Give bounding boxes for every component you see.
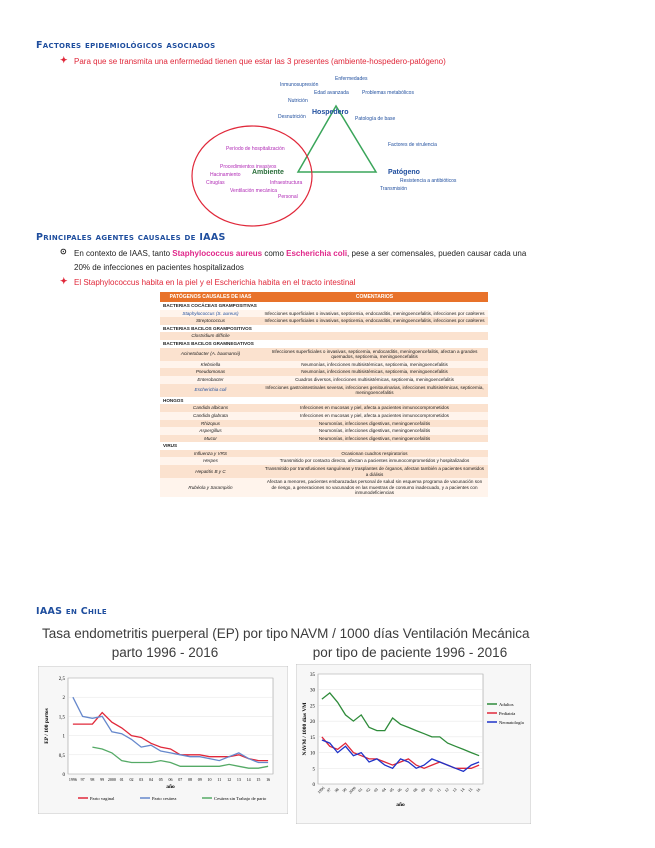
x-tick-label: 04 — [380, 786, 387, 794]
y-tick-label: 5 — [312, 767, 315, 773]
bullet-star-icon: ✦ — [60, 55, 68, 65]
amb-word: Cirugías — [206, 180, 225, 186]
x-tick-label: 03 — [372, 786, 380, 794]
y-tick-label: 15 — [310, 735, 315, 741]
pathogen-name: Escherichia coli — [160, 384, 261, 397]
x-tick-label: 10 — [207, 777, 212, 782]
y-tick-label: 35 — [310, 673, 315, 678]
x-tick-label: 14 — [246, 777, 251, 782]
table-row — [160, 384, 488, 397]
pathogen-comment: Transmitido por transfusiones sanguíneas y trasplantes de órganos, afectan también a pacientes sometidos a diálisis — [261, 465, 488, 478]
legend-label: Parto vaginal — [90, 796, 115, 801]
pat-word: Transmisión — [380, 186, 408, 192]
x-tick-label: 08 — [188, 777, 193, 782]
pathogens-table — [160, 292, 488, 497]
amb-word: Procedimientos invasivos — [220, 164, 277, 170]
pathogen-comment: Infecciones en mucosas y piel, afecta a pacientes inmunocomprometidos — [261, 404, 488, 412]
table-row — [160, 465, 488, 478]
pathogen-name: BACTERIAS BACILOS GRAMNEGATIVOS — [163, 340, 254, 346]
y-tick-label: 1 — [62, 734, 65, 740]
y-tick-label: 0 — [312, 783, 315, 788]
table-row — [160, 332, 488, 340]
table-header-pathogens: PATÓGENOS CAUSALES DE IAAS — [160, 292, 261, 302]
pathogen-name: BACTERIAS COCÁCEAS GRAMPOSITIVAS — [163, 303, 257, 308]
b1-pre: En contexto de IAAS, tanto — [74, 249, 173, 258]
y-axis-label: NAVM / 1000 días VM — [302, 702, 308, 756]
pathogen-comment: Transmitido por contacto directo, afectan a pacientes inmunocomprometidos y hospitalizados — [261, 457, 488, 465]
legend-label: Pediatría — [499, 711, 516, 716]
x-tick-label: 13 — [451, 786, 458, 794]
x-tick-label: 99 — [100, 777, 105, 782]
pathogen-comment: Neumonías, infecciones digestivas, meningoencefalitis — [261, 420, 488, 428]
x-axis-label: año — [166, 784, 175, 790]
bullet-agentes-1-line2: 20% de infecciones en pacientes hospitalizados — [74, 263, 244, 272]
x-tick-label: 09 — [419, 786, 427, 794]
pathogen-name: HONGOS — [163, 397, 184, 403]
pathogen-name: Aspergillus — [160, 427, 261, 435]
x-tick-label: 16 — [474, 786, 482, 794]
pathogen-comment — [261, 332, 488, 340]
host-word: Patología de base — [355, 116, 396, 122]
x-tick-label: 98 — [90, 777, 95, 782]
x-tick-label: 10 — [427, 786, 435, 794]
y-tick-label: 30 — [310, 688, 315, 694]
amb-word: Período de hospitalización — [226, 146, 285, 152]
table-row — [160, 340, 488, 348]
pathogen-comment: Infecciones superficiales o invasivas, septicemia, endocarditis, meningoencefalitis, afectan a grandes quemados, septicemia, meningoencefalitis — [261, 348, 488, 361]
x-tick-label: 04 — [148, 777, 153, 782]
table-row — [160, 348, 488, 361]
y-tick-label: 1,5 — [58, 715, 65, 721]
pathogen-name: Influenza y VRS — [160, 450, 261, 458]
y-tick-label: 0 — [62, 773, 65, 778]
section-title-agentes: Principales agentes causales de IAAS — [36, 232, 226, 243]
chart-navm — [296, 664, 531, 824]
table-row — [160, 361, 488, 369]
epidemiological-triad-diagram — [190, 74, 460, 234]
legend-label: Cesárea sin Trabajo de parto — [214, 796, 267, 801]
x-tick-label: 11 — [217, 777, 222, 782]
pathogen-comment: Neumonías, infecciones digestivas, meningoencefalitis — [261, 435, 488, 443]
y-tick-label: 20 — [310, 720, 315, 726]
pathogen-name: Acinetobacter (A. baumannii) — [160, 348, 261, 361]
pathogen-name: Mucor — [160, 435, 261, 443]
y-tick-label: 10 — [310, 751, 315, 757]
pathogen-comment — [261, 325, 488, 333]
pathogen-name: Hepatitis B y C — [160, 465, 261, 478]
pathogen-comment: Afectan a menores, pacientes embarazadas personal de salud sin esquema programa de vacunación son de riesgo, a generaciones no vacunados en las muestras de consumo inadecuado, y a pacientes con inmunodeficiencias — [261, 478, 488, 497]
table-row — [160, 478, 488, 497]
hospedero-label: Hospedero — [312, 109, 349, 116]
host-word: Enfermedades — [335, 76, 368, 82]
y-tick-label: 25 — [310, 704, 315, 710]
table-row — [160, 310, 488, 318]
pathogen-name: Candida albicans — [160, 404, 261, 412]
x-tick-label: 98 — [333, 786, 340, 794]
host-word: Desnutrición — [278, 114, 306, 120]
bullet-star-icon: ✦ — [60, 276, 68, 286]
table-row — [160, 397, 488, 405]
amb-word: Personal — [278, 194, 298, 200]
ambiente-label: Ambiente — [252, 169, 284, 176]
x-tick-label: 97 — [325, 786, 332, 794]
b1-staph: Staphylococcus aureus — [172, 249, 263, 258]
x-tick-label: 12 — [227, 777, 232, 782]
pathogen-name: Staphylococcus (S. aureus) — [160, 310, 261, 318]
pathogen-name: Pseudomonas — [160, 368, 261, 376]
section-title-factores: Factores epidemiológicos asociados — [36, 40, 216, 51]
legend-label: Adultos — [499, 702, 514, 707]
table-row — [160, 317, 488, 325]
table-row — [160, 450, 488, 458]
amb-word: Ventilación mecánica — [230, 188, 277, 194]
pathogen-comment: Infecciones en mucosas y piel, afecta a pacientes inmunocomprometidos — [261, 412, 488, 420]
plot-area — [318, 674, 483, 784]
table-row — [160, 427, 488, 435]
pathogen-comment — [261, 397, 488, 405]
b1-ecoli: Escherichia coli — [286, 249, 348, 258]
host-word: Edad avanzada — [314, 90, 349, 96]
x-tick-label: 01 — [119, 777, 124, 782]
x-tick-label: 07 — [178, 777, 183, 782]
x-tick-label: 06 — [168, 777, 173, 782]
x-tick-label: 05 — [388, 786, 395, 794]
y-tick-label: 2 — [62, 696, 65, 702]
x-tick-label: 99 — [341, 786, 348, 794]
x-tick-label: 15 — [256, 777, 261, 782]
table-row — [160, 302, 488, 310]
pathogen-comment: Neumonías, infecciones digestivas, meningoencefalitis — [261, 427, 488, 435]
pathogen-comment: Infecciones superficiales o invasivas, septicemia, endocarditis, meningoencefalitis, infecciones por catéteres — [261, 317, 488, 325]
host-word: Nutrición — [288, 98, 308, 104]
pathogen-comment: Neumonías, infecciones multisistémicas, septicemia, meningoencefalitis — [261, 361, 488, 369]
x-tick-label: 07 — [404, 786, 411, 794]
table-header-comments: COMENTARIOS — [261, 292, 488, 302]
table-row — [160, 420, 488, 428]
table-row — [160, 404, 488, 412]
x-axis-label: año — [396, 802, 405, 808]
x-tick-label: 03 — [139, 777, 144, 782]
pathogen-name: Herpes — [160, 457, 261, 465]
patogeno-label: Patógeno — [388, 169, 420, 176]
bullet-agentes-1 — [74, 248, 634, 259]
x-tick-label: 2000 — [347, 785, 357, 795]
x-tick-label: 05 — [158, 777, 163, 782]
y-tick-label: 0,5 — [58, 753, 65, 759]
pat-word: Resistencia a antibióticos — [400, 178, 457, 184]
pathogen-comment — [261, 442, 488, 450]
pat-word: Factores de virulencia — [388, 142, 437, 148]
pathogen-name: Rubéola y Sarampión — [160, 478, 261, 497]
x-tick-label: 12 — [443, 786, 450, 794]
table-row — [160, 325, 488, 333]
pathogen-name: Enterobacter — [160, 376, 261, 384]
legend-label: Parto cesárea — [152, 796, 177, 801]
chart-endometritis — [38, 666, 288, 814]
b1-post: , pese a ser comensales, pueden causar cada una — [347, 249, 527, 258]
x-tick-label: 01 — [356, 786, 364, 794]
legend-label: Neonatología — [499, 720, 524, 725]
pathogen-comment: Ocasionan cuadros respiratorios — [261, 450, 488, 458]
pathogen-name: Klebsiella — [160, 361, 261, 369]
section-title-chile: IAAS en Chile — [36, 606, 107, 617]
x-tick-label: 1996 — [316, 785, 326, 795]
b1-mid: como — [262, 249, 287, 258]
x-tick-label: 1996 — [68, 777, 77, 782]
pathogen-name: Streptococcus — [160, 317, 261, 325]
pathogen-name: BACTERIAS BACILOS GRAMPOSITIVOS — [163, 325, 252, 331]
table-row — [160, 376, 488, 384]
bullet-text: Para que se transmita una enfermedad tienen que estar las 3 presentes (ambiente-hospedero-patógeno) — [74, 57, 446, 66]
table-row — [160, 457, 488, 465]
x-tick-label: 02 — [129, 777, 134, 782]
table-row — [160, 442, 488, 450]
bullet-agentes-2: El Staphylococcus habita en la piel y el Escherichia habita en el tracto intestinal — [74, 278, 356, 287]
host-word: Inmunosupresión — [280, 82, 319, 88]
x-tick-label: 13 — [236, 777, 241, 782]
pathogen-name: Candida glabrata — [160, 412, 261, 420]
table-row — [160, 368, 488, 376]
chart2-title: NAVM / 1000 días Ventilación Mecánica por tipo de paciente 1996 - 2016 — [290, 626, 530, 660]
pathogen-comment: Neumonías, infecciones multisistémicas, septicemia, meningoencefalitis — [261, 368, 488, 376]
amb-word: Infraestructura — [270, 180, 303, 186]
table-row — [160, 412, 488, 420]
pathogen-comment — [261, 340, 488, 348]
x-tick-label: 15 — [466, 786, 474, 794]
x-tick-label: 02 — [364, 786, 372, 794]
host-word: Problemas metabólicos — [362, 90, 414, 96]
info-icon: ⊙ — [60, 247, 67, 256]
table-row — [160, 435, 488, 443]
y-tick-label: 2,5 — [58, 677, 65, 682]
plot-area — [68, 678, 273, 774]
x-tick-label: 11 — [435, 786, 442, 794]
x-tick-label: 97 — [80, 777, 85, 782]
pathogen-comment: Infecciones gastrointestinales severas, infecciones genitourinarias, infecciones multisistémicas, septicemia, meningoencefalitis — [261, 384, 488, 397]
pathogen-comment: Infecciones superficiales o invasivas, septicemia, endocarditis, meningoencefalitis, infecciones por catéteres — [261, 310, 488, 318]
pathogen-comment: Cuadros diversos, infecciones multisistémicas, septicemia, meningoencefalitis — [261, 376, 488, 384]
x-tick-label: 2000 — [107, 777, 116, 782]
x-tick-label: 06 — [396, 786, 403, 794]
y-axis-label: EP / 100 partos — [44, 708, 50, 744]
pathogen-name: Clostridium difficile — [160, 332, 261, 340]
chart1-title: Tasa endometritis puerperal (EP) por tipo parto 1996 - 2016 — [41, 626, 289, 660]
x-tick-label: 14 — [459, 786, 466, 794]
pathogen-comment — [261, 302, 488, 310]
amb-word: Hacinamiento — [210, 172, 241, 178]
x-tick-label: 16 — [266, 777, 271, 782]
pathogen-name: Rhizopus — [160, 420, 261, 428]
x-tick-label: 08 — [411, 786, 419, 794]
pathogen-name: VIRUS — [163, 443, 178, 449]
x-tick-label: 09 — [197, 777, 202, 782]
